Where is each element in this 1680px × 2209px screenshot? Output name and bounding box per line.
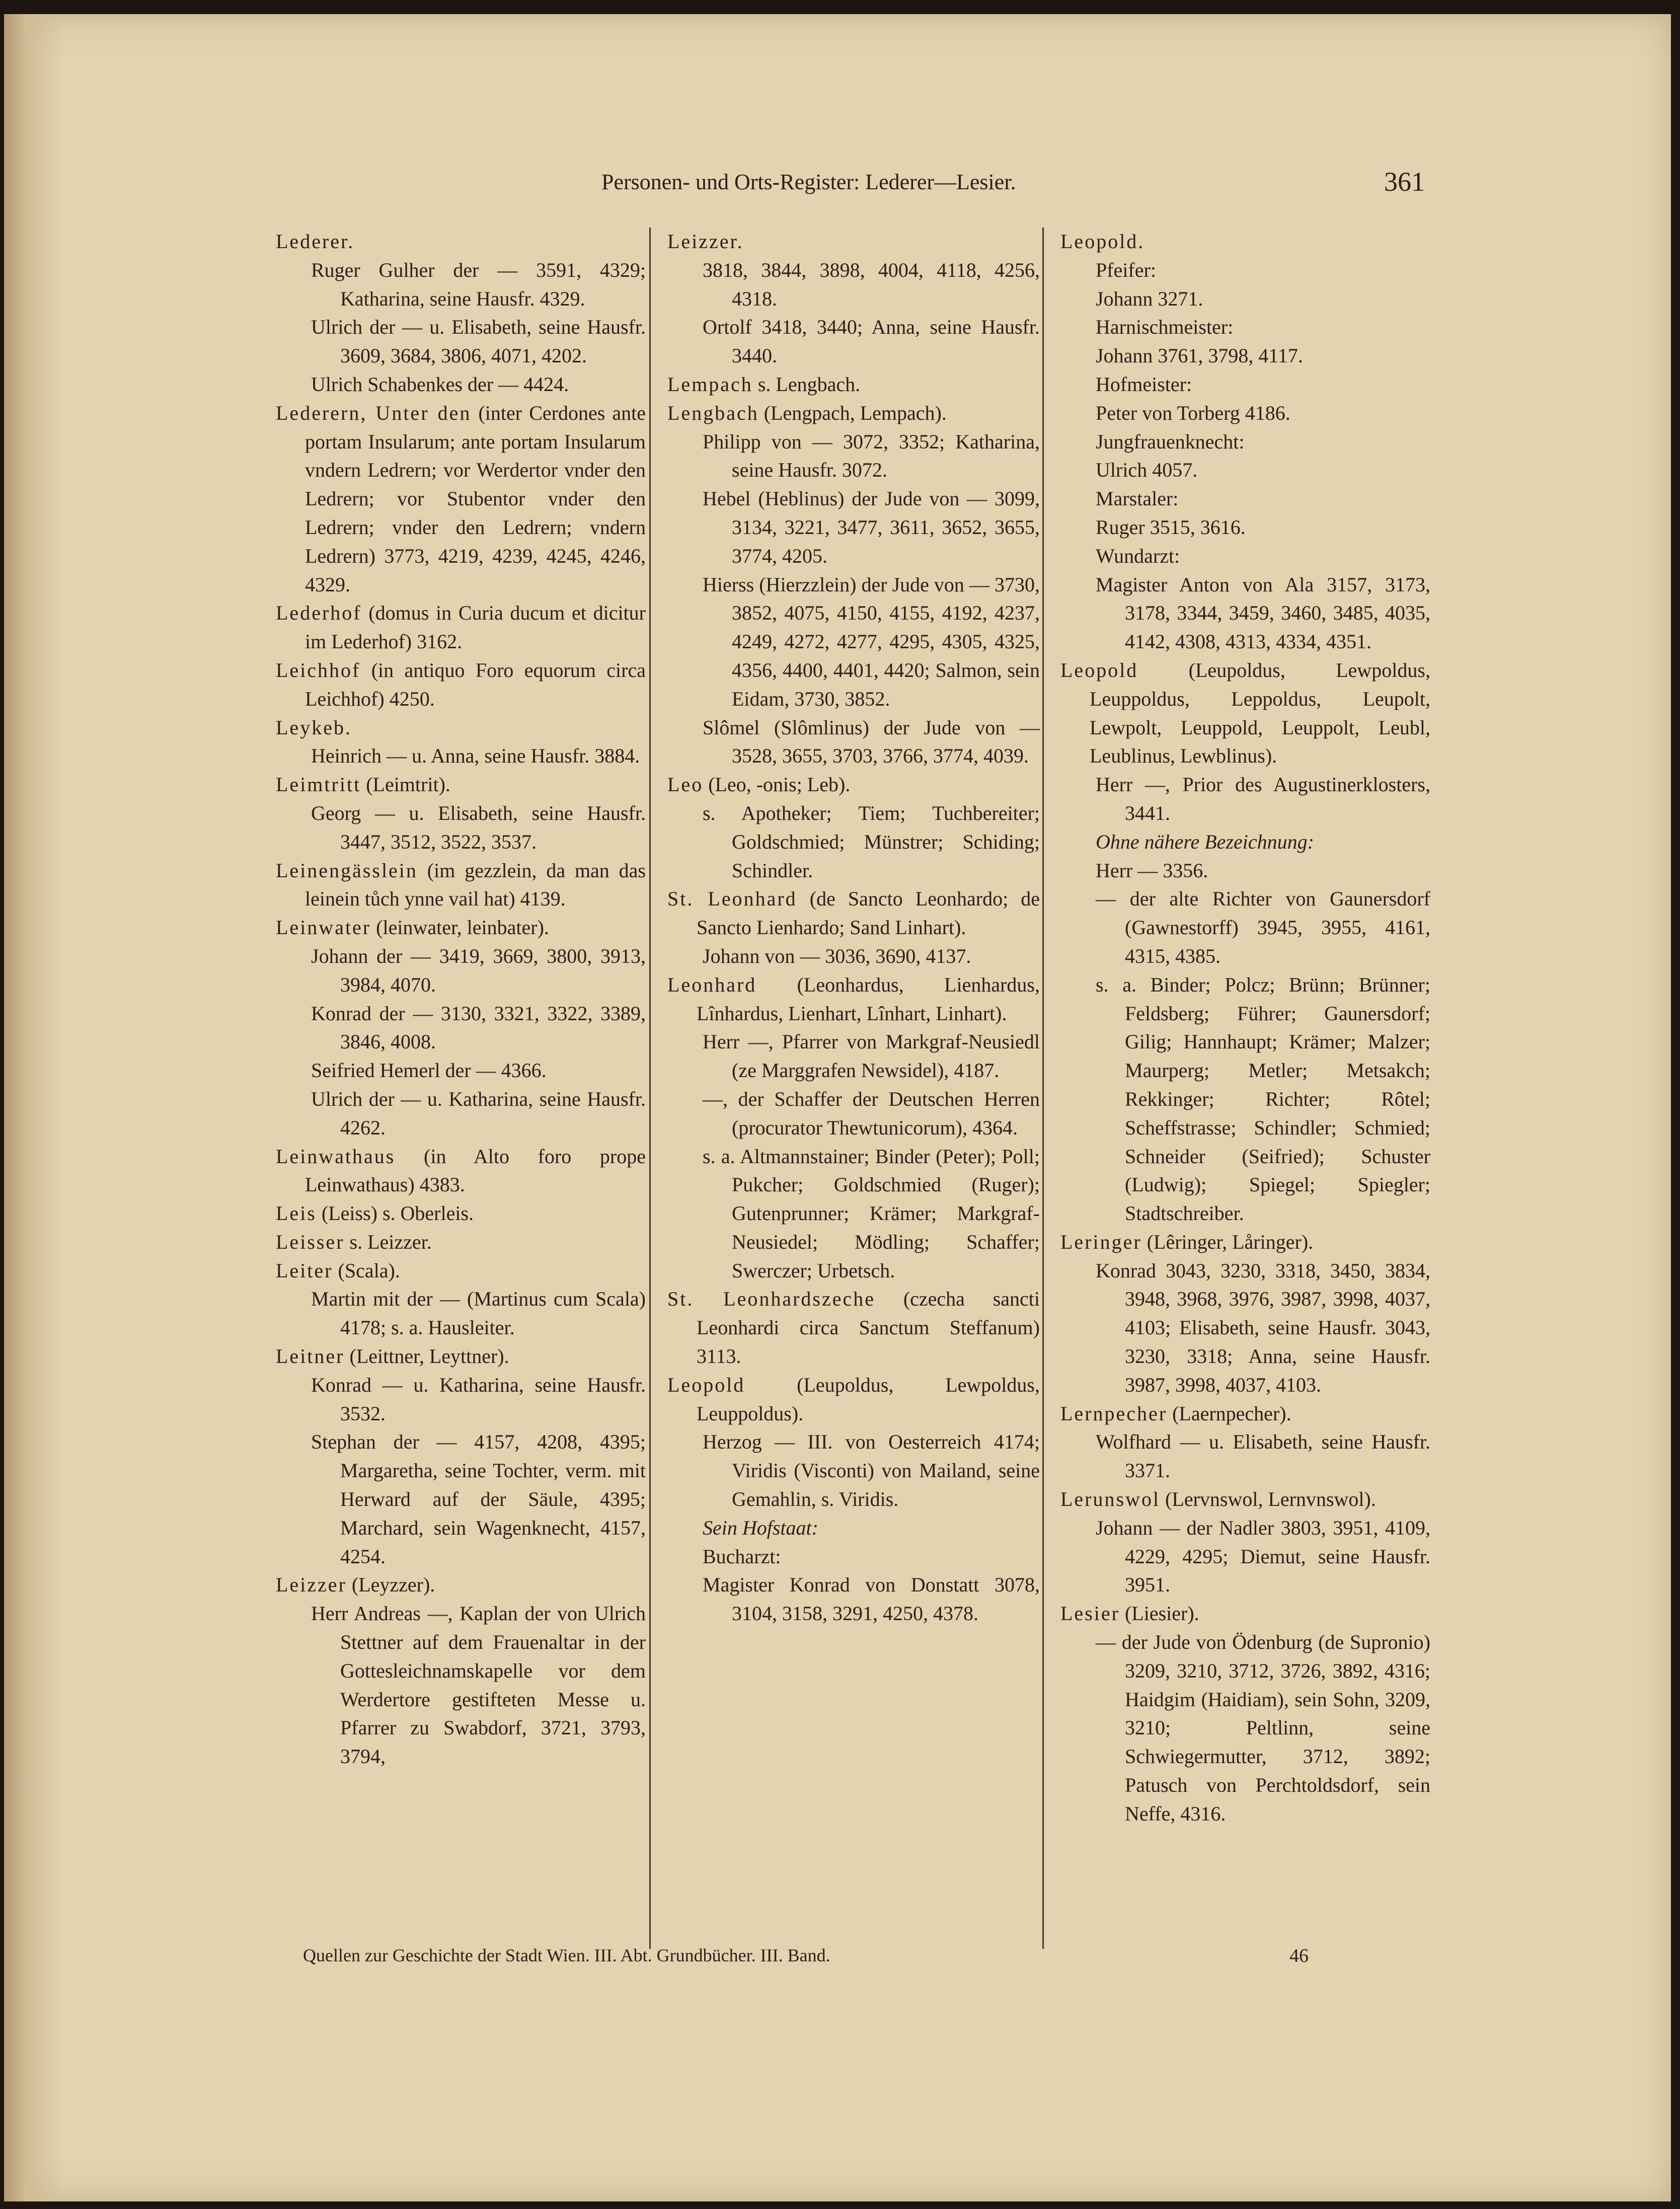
sub-entry: Herr —, Pfarrer von Markgraf-Neusiedl (ze Marggrafen Newsidel), 4187. [703, 1030, 1040, 1082]
sub-entry: Wundarzt: [1096, 544, 1180, 567]
sub-entry: Johann 3761, 3798, 4117. [1096, 344, 1303, 367]
entry-text: (leinwater, leinbater). [371, 916, 549, 939]
entry-text: (Liesier). [1119, 1602, 1199, 1625]
entry-headword: Leonhard [667, 973, 757, 996]
entry-text: (Leupoldus, Lewpoldus, Leuppoldus, Leppoldus, Leupolt, Lewpolt, Leuppold, Leuppolt, Leubl, Leublinus, Lewblinus). [1090, 658, 1430, 768]
register-entry [276, 1342, 646, 1371]
entry-headword: Leo [667, 773, 704, 796]
sub-entry: Bucharzt: [703, 1545, 781, 1568]
register-entry [667, 1371, 1040, 1428]
sub-entry: Konrad 3043, 3230, 3318, 3450, 3834, 3948, 3968, 3976, 3987, 3998, 4037, 4103; Elisabeth, seine Hausfr. 3043, 3230, 3318; Anna, seine Hausfr. 3987, 3998, 4037, 4103. [1096, 1259, 1430, 1396]
entry-headword: Leinwathaus [276, 1145, 396, 1168]
entry-headword: Lederer. [276, 230, 355, 253]
sub-entry: Herr Andreas —, Kaplan der von Ulrich Stettner auf dem Frauenaltar in der Gottesleichnamskapelle vor dem Werdertore gestifteten Messe u. Pfarrer zu Swabdorf, 3721, 3793, 3794, [311, 1602, 646, 1768]
sub-entry: — der Jude von Ödenburg (de Supronio) 3209, 3210, 3712, 3726, 3892, 4316; Haidgim (Haidiam), sein Sohn, 3209, 3210; Peltlinn, seine Schwiegermutter, 3712, 3892; Patusch von Perchtoldsdorf, sein Neffe, 4316. [1096, 1631, 1430, 1825]
entry-text: (Leonhardus, Lienhardus, Lînhardus, Lienhart, Lînhart, Linhart). [697, 973, 1040, 1025]
section-note: Ohne nähere Bezeichnung: [1096, 830, 1314, 853]
sheet-signature-number: 46 [1289, 1945, 1309, 1966]
register-entry [667, 370, 1040, 399]
sub-entry: — der alte Richter von Gaunersdorf (Gawnestorff) 3945, 3955, 4161, 4315, 4385. [1096, 887, 1430, 967]
entry-text: (de Sancto Leonhardo; de Sancto Lienhardo; Sand Linhart). [697, 887, 1040, 939]
sub-entry: Marstaler: [1096, 487, 1179, 510]
register-entry [276, 656, 646, 714]
entry-headword: St. Leonhardszeche [667, 1287, 876, 1311]
register-entry [1060, 656, 1430, 771]
entry-text: (inter Cerdones ante portam Insularum; ante portam Insularum vndern Ledrern; vor Werdertor vnder den Ledrern; vor Stubentor vnder den Ledrern; vnder den Ledrern; vndern Ledrern) 3773, 4219, 4239, 4245, 4246, 4329. [305, 401, 646, 596]
register-entry [667, 971, 1040, 1028]
entry-headword: Leopold. [1060, 230, 1145, 253]
sub-entry: Ruger 3515, 3616. [1096, 515, 1246, 539]
entry-headword: Lesier [1060, 1602, 1120, 1625]
sub-entry: Ulrich der — u. Elisabeth, seine Hausfr. 3609, 3684, 3806, 4071, 4202. [311, 316, 646, 367]
register-entry [1060, 227, 1430, 256]
register-entry [1060, 1485, 1430, 1514]
sub-entry: Ulrich der — u. Katharina, seine Hausfr. 4262. [311, 1087, 646, 1139]
entry-text: s. Lengbach. [752, 372, 861, 396]
entry-text: (Lengpach, Lempach). [758, 401, 947, 424]
sub-entry: Magister Anton von Ala 3157, 3173, 3178, 3344, 3459, 3460, 3485, 4035, 4142, 4308, 4313, 4334, 4351. [1096, 573, 1430, 653]
entry-text: (czecha sancti Leonhardi circa Sanctum Steffanum) 3113. [697, 1287, 1040, 1368]
sub-entry: s. a. Binder; Polcz; Brünn; Brünner; Feldsberg; Führer; Gaunersdorf; Gilig; Hannhaupt; Krämer; Malzer; Maurperg; Metler; Metsakch; Rekkinger; Richter; Rôtel; Scheffstrasse; Schindler; Schmied; Schneider (Seifried); Schuster (Ludwig); Spiegel; Spiegler; Stadtschreiber. [1096, 973, 1430, 1225]
entry-text: (Leiss) s. Oberleis. [316, 1202, 474, 1225]
register-entry [276, 227, 646, 256]
entry-headword: Leitner [276, 1345, 345, 1368]
sub-entry: Stephan der — 4157, 4208, 4395; Margaretha, seine Tochter, verm. mit Herward auf der Säule, 4395; Marchard, sein Wagenknecht, 4157, 4254. [311, 1430, 646, 1568]
sub-entry: Georg — u. Elisabeth, seine Hausfr. 3447, 3512, 3522, 3537. [311, 801, 646, 853]
register-entry [276, 913, 646, 942]
sub-entry: Peter von Torberg 4186. [1096, 401, 1290, 424]
entry-headword: Leinengässlein [276, 859, 418, 882]
entry-text: (in Alto foro prope Leinwathaus) 4383. [305, 1145, 646, 1196]
sub-entry: Wolfhard — u. Elisabeth, seine Hausfr. 3371. [1096, 1430, 1430, 1482]
entry-text: (Laernpecher). [1167, 1402, 1291, 1425]
sub-entry: Herr — 3356. [1096, 859, 1208, 882]
sub-entry: Johann von — 3036, 3690, 4137. [703, 944, 971, 967]
entry-headword: Leis [276, 1202, 317, 1225]
register-entry [667, 885, 1040, 942]
register-entry [667, 399, 1040, 428]
entry-text: (Leo, -onis; Leb). [703, 773, 851, 796]
register-entry [667, 1285, 1040, 1370]
register-entry [667, 771, 1040, 799]
sub-entry: Heinrich — u. Anna, seine Hausfr. 3884. [311, 744, 640, 768]
entry-headword: Leiter [276, 1259, 333, 1282]
entry-text: (Scala). [333, 1259, 400, 1282]
entry-headword: Lempach [667, 372, 753, 396]
sub-entry: Herr —, Prior des Augustinerklosters, 3441. [1096, 773, 1430, 824]
sub-entry: Ulrich Schabenkes der — 4424. [311, 372, 569, 396]
sub-entry: Ortolf 3418, 3440; Anna, seine Hausfr. 3440. [703, 316, 1040, 367]
sub-entry: s. a. Altmannstainer; Binder (Peter); Poll; Pukcher; Goldschmied (Ruger); Gutenprunner; Krämer; Markgraf-Neusiedel; Mödling; Schaffer; Swerczer; Urbetsch. [703, 1145, 1040, 1282]
register-entry [276, 857, 646, 914]
page-binding-shadow [4, 14, 64, 2201]
sub-entry: Philipp von — 3072, 3352; Katharina, seine Hausfr. 3072. [703, 430, 1040, 482]
sub-entry: Konrad der — 3130, 3321, 3322, 3389, 3846, 4008. [311, 1002, 646, 1053]
sub-entry: Seifried Hemerl der — 4366. [311, 1059, 547, 1082]
entry-headword: Leopold [667, 1373, 745, 1396]
sub-entry: 3818, 3844, 3898, 4004, 4118, 4256, 4318. [703, 258, 1040, 310]
entry-headword: Leringer [1060, 1230, 1142, 1253]
sub-entry: Herzog — III. von Oesterreich 4174; Viridis (Visconti) von Mailand, seine Gemahlin, s. Viridis. [703, 1430, 1040, 1511]
register-entry [276, 399, 646, 599]
sub-entry: Hebel (Heblinus) der Jude von — 3099, 3134, 3221, 3477, 3611, 3652, 3655, 3774, 4205. [703, 487, 1040, 567]
sub-entry: Slômel (Slômlinus) der Jude von — 3528, 3655, 3703, 3766, 3774, 4039. [703, 716, 1040, 768]
register-entry [276, 599, 646, 656]
entry-text: (Leimtrit). [361, 773, 450, 796]
sub-entry: s. Apotheker; Tiem; Tuchbereiter; Goldschmied; Münstrer; Schiding; Schindler. [703, 801, 1040, 882]
sub-entry: Pfeifer: [1096, 258, 1156, 281]
entry-text: (Lervnswol, Lernvnswol). [1160, 1488, 1376, 1511]
sub-entry: —, der Schaffer der Deutschen Herren (procurator Thewtunicorum), 4364. [703, 1087, 1040, 1139]
register-column-1 [276, 227, 646, 1771]
running-header: Personen- und Orts-Register: Lederer—Lesier. [601, 170, 1016, 194]
page-number: 361 [1384, 167, 1425, 197]
register-entry [667, 227, 1040, 256]
entry-headword: Leimtritt [276, 773, 361, 796]
register-entry [276, 1257, 646, 1285]
entry-headword: Leinwater [276, 916, 371, 939]
sub-entry: Ulrich 4057. [1096, 459, 1198, 482]
entry-headword: Lederhof [276, 601, 362, 625]
sub-entry: Harnischmeister: [1096, 316, 1234, 339]
register-entry [276, 1199, 646, 1228]
entry-headword: St. Leonhard [667, 887, 797, 910]
entry-text: (Leyzzer). [346, 1573, 435, 1596]
sub-entry: Magister Konrad von Donstatt 3078, 3104, 3158, 3291, 4250, 4378. [703, 1573, 1040, 1625]
sub-entry: Jungfrauenknecht: [1096, 430, 1245, 453]
register-column-3 [1060, 227, 1430, 1829]
sub-entry: Ruger Gulher der — 3591, 4329; Katharina, seine Hausfr. 4329. [311, 258, 646, 310]
entry-text: s. Leizzer. [344, 1230, 432, 1253]
entry-text: (im gezzlein, da man das leinein tůch ynne vail hat) 4139. [305, 859, 646, 910]
sub-entry: Konrad — u. Katharina, seine Hausfr. 3532. [311, 1373, 646, 1425]
register-entry [1060, 1599, 1430, 1628]
register-entry [276, 1228, 646, 1257]
sub-entry: Johann — der Nadler 3803, 3951, 4109, 4229, 4295; Diemut, seine Hausfr. 3951. [1096, 1516, 1430, 1596]
section-note: Sein Hofstaat: [703, 1516, 818, 1539]
register-column-2 [667, 227, 1040, 1628]
entry-headword: Leizzer [276, 1573, 347, 1596]
register-entry [1060, 1228, 1430, 1257]
register-entry [276, 714, 646, 742]
footer-source-line: Quellen zur Geschichte der Stadt Wien. III. Abt. Grundbücher. III. Band. [303, 1945, 830, 1965]
entry-text: (in antiquo Foro equorum circa Leichhof) 4250. [305, 658, 646, 710]
entry-headword: Leopold [1060, 658, 1138, 681]
entry-text: (Lêringer, Låringer). [1141, 1230, 1314, 1253]
entry-text: (Leupoldus, Lewpoldus, Leuppoldus). [697, 1373, 1040, 1425]
entry-headword: Leykeb. [276, 716, 352, 739]
sub-entry: Johann der — 3419, 3669, 3800, 3913, 3984, 4070. [311, 944, 646, 996]
register-entry [276, 771, 646, 799]
entry-headword: Leisser [276, 1230, 345, 1253]
register-entry [276, 1142, 646, 1200]
entry-headword: Lerunswol [1060, 1488, 1161, 1511]
sub-entry: Martin mit der — (Martinus cum Scala) 4178; s. a. Hausleiter. [311, 1287, 646, 1339]
column-divider-2 [1042, 227, 1044, 1949]
register-entry [276, 1571, 646, 1599]
entry-headword: Leichhof [276, 658, 361, 681]
sub-entry: Hofmeister: [1096, 372, 1192, 396]
column-divider-1 [649, 227, 651, 1949]
entry-text: (Leittner, Leyttner). [344, 1345, 509, 1368]
entry-headword: Lederern, Unter den [276, 401, 472, 424]
entry-headword: Leizzer. [667, 230, 744, 253]
sub-entry: Hierss (Hierzzlein) der Jude von — 3730, 3852, 4075, 4150, 4155, 4192, 4237, 4249, 4272, 4277, 4295, 4305, 4325, 4356, 4400, 4401, 4420; Salmon, sein Eidam, 3730, 3852. [703, 573, 1040, 710]
entry-headword: Lengbach [667, 401, 759, 424]
entry-headword: Lernpecher [1060, 1402, 1168, 1425]
sub-entry: Johann 3271. [1096, 287, 1203, 310]
register-entry [1060, 1400, 1430, 1428]
entry-text: (domus in Curia ducum et dicitur im Lederhof) 3162. [305, 601, 646, 653]
